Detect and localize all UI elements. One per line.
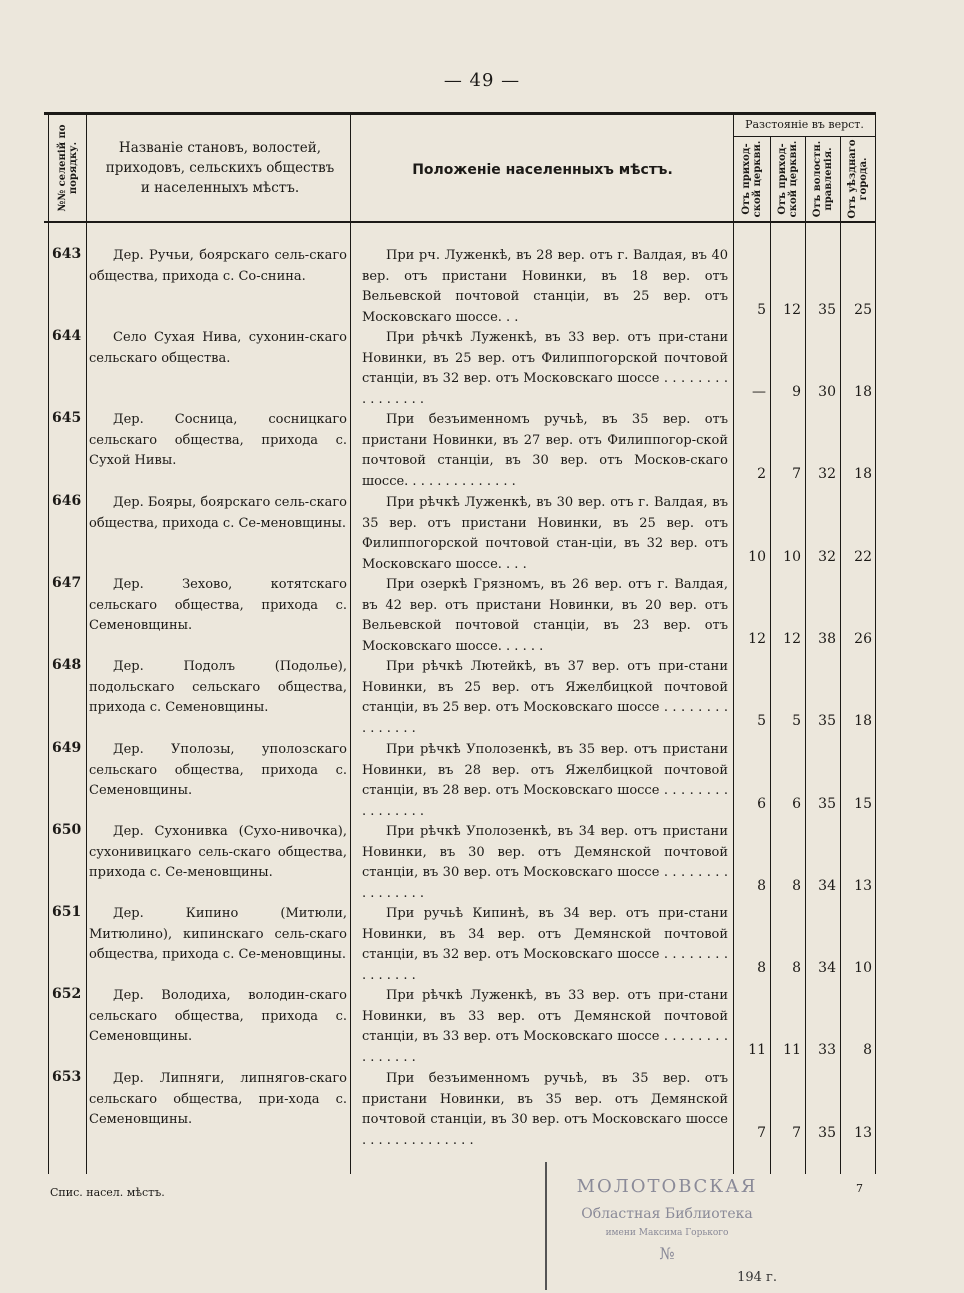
col-sep-0 — [48, 114, 49, 1174]
table-header-rule — [44, 221, 876, 223]
footer-left: Спис. насел. мѣстъ. — [50, 1186, 165, 1199]
entry-name: Село Сухая Нива, сухонин-скаго сельскаго общества. — [89, 330, 347, 366]
entry-distance-0: 8 — [757, 960, 766, 976]
header-dist-label-0: Отъ приход-ской церкви. — [741, 140, 763, 218]
header-seq-cell — [49, 116, 86, 220]
entry-name: Дер. Сухонивка (Сухо-нивочка), сухонивицкаго сель-скаго общества, прихода с. Се-меновщины. — [89, 824, 347, 880]
entry-name: Дер. Ручьи, боярскаго сель-скаго общества, прихода с. Со-снина. — [89, 248, 347, 284]
stamp-line-2: Областная Библиотека — [581, 1206, 753, 1222]
entry-distance-3: 25 — [854, 302, 872, 318]
header-dist-label-1: Отъ приход-ской церкви. — [777, 140, 799, 218]
entry-distance-3: 10 — [854, 960, 872, 976]
stamp-line-4: № — [659, 1244, 675, 1263]
entry-number: 651 — [52, 904, 82, 920]
header-dist-col-0 — [734, 138, 770, 220]
entry-distance-2: 35 — [818, 1125, 836, 1141]
entry-distance-3: 8 — [863, 1042, 872, 1058]
entry-distance-2: 34 — [818, 878, 836, 894]
entry-name: Дер. Подолъ (Подолье), подольскаго сельскаго общества, прихода с. Семеновщины. — [89, 659, 347, 715]
entry-distance-0: 8 — [757, 878, 766, 894]
entry-distance-0: — — [752, 384, 766, 400]
entry-position: При рѣчкѣ Лютейкѣ, въ 37 вер. отъ при-стани Новинки, въ 25 вер. отъ Яжелбицкой почтовой станціи, въ 25 вер. отъ Московскаго шоссе . . . . . . . . . . . . . . . — [362, 659, 728, 736]
entry-position: При рѣчкѣ Уполозенкѣ, въ 34 вер. отъ пристани Новинки, въ 30 вер. отъ Демянской почтовой станціи, въ 30 вер. отъ Московскаго шоссе . . . . . . . . . . . . . . . . — [362, 824, 728, 901]
entry-number: 652 — [52, 986, 82, 1002]
entry-distance-0: 2 — [757, 466, 766, 482]
entry-number: 650 — [52, 822, 82, 838]
entry-number: 646 — [52, 493, 82, 509]
entry-distance-0: 7 — [757, 1125, 766, 1141]
entry-distance-1: 8 — [792, 960, 801, 976]
stamp-line-1: МОЛОТОВСКАЯ — [576, 1176, 758, 1197]
entry-distance-1: 11 — [783, 1042, 801, 1058]
entry-distance-2: 32 — [818, 466, 836, 482]
col-sep-3 — [733, 114, 734, 1174]
entry-number: 647 — [52, 575, 82, 591]
entry-distance-1: 8 — [792, 878, 801, 894]
header-distance-title: Разстояніе въ верст. — [745, 118, 864, 131]
entry-distance-3: 13 — [854, 878, 872, 894]
entry-distance-2: 32 — [818, 549, 836, 565]
entry-distance-2: 34 — [818, 960, 836, 976]
entry-position: При безъименномъ ручьѣ, въ 35 вер. отъ пристани Новинки, въ 35 вер. отъ Демянской почтовой станціи, въ 30 вер. отъ Московскаго шоссе . . . . . . . . . . . . . . — [362, 1071, 728, 1148]
page-number: — 49 — — [443, 70, 521, 91]
entry-distance-3: 18 — [854, 384, 872, 400]
header-names: Названіе становъ, волостей, приходовъ, сельскихъ обществъ и населенныхъ мѣстъ. — [105, 140, 335, 196]
col-sep-5 — [805, 136, 806, 1174]
entry-number: 644 — [52, 328, 82, 344]
entry-distance-2: 38 — [818, 631, 836, 647]
entry-distance-2: 30 — [818, 384, 836, 400]
entry-number: 653 — [52, 1069, 82, 1085]
entry-distance-1: 9 — [792, 384, 801, 400]
entry-distance-3: 18 — [854, 713, 872, 729]
entry-name: Дер. Володиха, володин-скаго сельскаго общества, прихода с. Семеновщины. — [89, 988, 347, 1044]
entry-distance-1: 6 — [792, 796, 801, 812]
entry-distance-1: 12 — [783, 631, 801, 647]
entry-position: При рѣчкѣ Луженкѣ, въ 33 вер. отъ при-стани Новинки, въ 33 вер. отъ Демянской почтовой станціи, въ 33 вер. отъ Московскаго шоссе . . . . . . . . . . . . . . . — [362, 988, 728, 1065]
stamp-line-5: 194 г. — [737, 1270, 777, 1285]
entry-number: 648 — [52, 657, 82, 673]
entry-distance-2: 35 — [818, 713, 836, 729]
entry-name: Дер. Бояры, боярскаго сель-скаго общества, прихода с. Се-меновщины. — [89, 495, 347, 531]
entry-position: При рѣчкѣ Луженкѣ, въ 30 вер. отъ г. Валдая, въ 35 вер. отъ пристани Новинки, въ 25 вер. отъ Филиппогорской почтовой стан-ціи, въ 32 вер. отъ Московскаго шоссе. . . . — [362, 495, 728, 572]
header-seq: №№ селеній по порядку. — [56, 124, 79, 212]
entry-distance-3: 22 — [854, 549, 872, 565]
entry-position: При безъименномъ ручьѣ, въ 35 вер. отъ пристани Новинки, въ 27 вер. отъ Филиппогор-ской почтовой станціи, въ 30 вер. отъ Москов-скаго шоссе. . . . . . . . . . . . . . — [362, 412, 728, 489]
entry-number: 643 — [52, 246, 82, 262]
stamp-line-3: имени Максима Горького — [605, 1228, 729, 1238]
header-dist-col-3 — [841, 138, 875, 220]
entry-distance-3: 15 — [854, 796, 872, 812]
entry-distance-0: 5 — [757, 713, 766, 729]
header-dist-col-1 — [771, 138, 805, 220]
entry-name: Дер. Кипино (Митюли, Митюлино), кипинскаго сель-скаго общества, прихода с. Се-меновщины. — [89, 906, 347, 962]
entry-name: Дер. Уполозы, уполозскаго сельскаго общества, прихода с. Семеновщины. — [89, 742, 347, 798]
col-sep-1 — [86, 114, 87, 1174]
entry-distance-3: 26 — [854, 631, 872, 647]
entry-distance-1: 7 — [792, 466, 801, 482]
col-sep-2 — [350, 114, 351, 1174]
entry-distance-2: 35 — [818, 302, 836, 318]
header-dist-label-3: Отъ уѣзднаго города. — [847, 139, 869, 219]
entry-distance-0: 11 — [748, 1042, 766, 1058]
entry-number: 649 — [52, 740, 82, 756]
entry-distance-2: 35 — [818, 796, 836, 812]
entry-distance-1: 10 — [783, 549, 801, 565]
col-sep-6 — [840, 136, 841, 1174]
entry-distance-1: 5 — [792, 713, 801, 729]
entry-distance-2: 33 — [818, 1042, 836, 1058]
header-dist-col-2 — [806, 138, 840, 220]
entry-position: При рѣчкѣ Луженкѣ, въ 33 вер. отъ при-стани Новинки, въ 25 вер. отъ Филиппогорской почтовой станціи, въ 32 вер. отъ Московскаго шоссе . . . . . . . . . . . . . . . . — [362, 330, 728, 407]
entry-position: При рч. Луженкѣ, въ 28 вер. отъ г. Валдая, въ 40 вер. отъ пристани Новинки, въ 18 вер. отъ Вельевской почтовой станціи, въ 25 вер. отъ Московскаго шоссе. . . — [362, 248, 728, 325]
entry-position: При ручьѣ Кипинѣ, въ 34 вер. отъ при-стани Новинки, въ 34 вер. отъ Демянской почтовой станціи, въ 32 вер. отъ Московскаго шоссе . . . . . . . . . . . . . . . — [362, 906, 728, 983]
col-sep-7 — [875, 114, 876, 1174]
entry-name: Дер. Зехово, котятскаго сельскаго общества, прихода с. Семеновщины. — [89, 577, 347, 633]
entry-number: 645 — [52, 410, 82, 426]
header-position: Положеніе населенныхъ мѣстъ. — [412, 162, 673, 178]
entry-position: При озеркѣ Грязномъ, въ 26 вер. отъ г. Валдая, въ 42 вер. отъ пристани Новинки, въ 20 вер. отъ Вельевской почтовой станціи, въ 23 вер. отъ Московскаго шоссе. . . . . . — [362, 577, 728, 654]
entry-distance-3: 13 — [854, 1125, 872, 1141]
entry-distance-0: 12 — [748, 631, 766, 647]
footer-right: 7 — [856, 1182, 863, 1195]
entry-distance-0: 10 — [748, 549, 766, 565]
entry-position: При рѣчкѣ Уполозенкѣ, въ 35 вер. отъ пристани Новинки, въ 28 вер. отъ Яжелбицкой почтовой станціи, въ 28 вер. отъ Московскаго шоссе . . . . . . . . . . . . . . . . — [362, 742, 728, 819]
entry-name: Дер. Сосница, сосницкаго сельскаго общества, прихода с. Сухой Нивы. — [89, 412, 347, 468]
entry-name: Дер. Липняги, липнягов-скаго сельскаго общества, при-хода с. Семеновщины. — [89, 1071, 347, 1127]
col-sep-4 — [770, 136, 771, 1174]
entry-distance-0: 5 — [757, 302, 766, 318]
entry-distance-3: 18 — [854, 466, 872, 482]
entry-distance-1: 12 — [783, 302, 801, 318]
entry-distance-0: 6 — [757, 796, 766, 812]
library-stamp — [545, 1162, 787, 1290]
entry-distance-1: 7 — [792, 1125, 801, 1141]
header-dist-label-2: Отъ волостн. правленія. — [812, 140, 834, 218]
